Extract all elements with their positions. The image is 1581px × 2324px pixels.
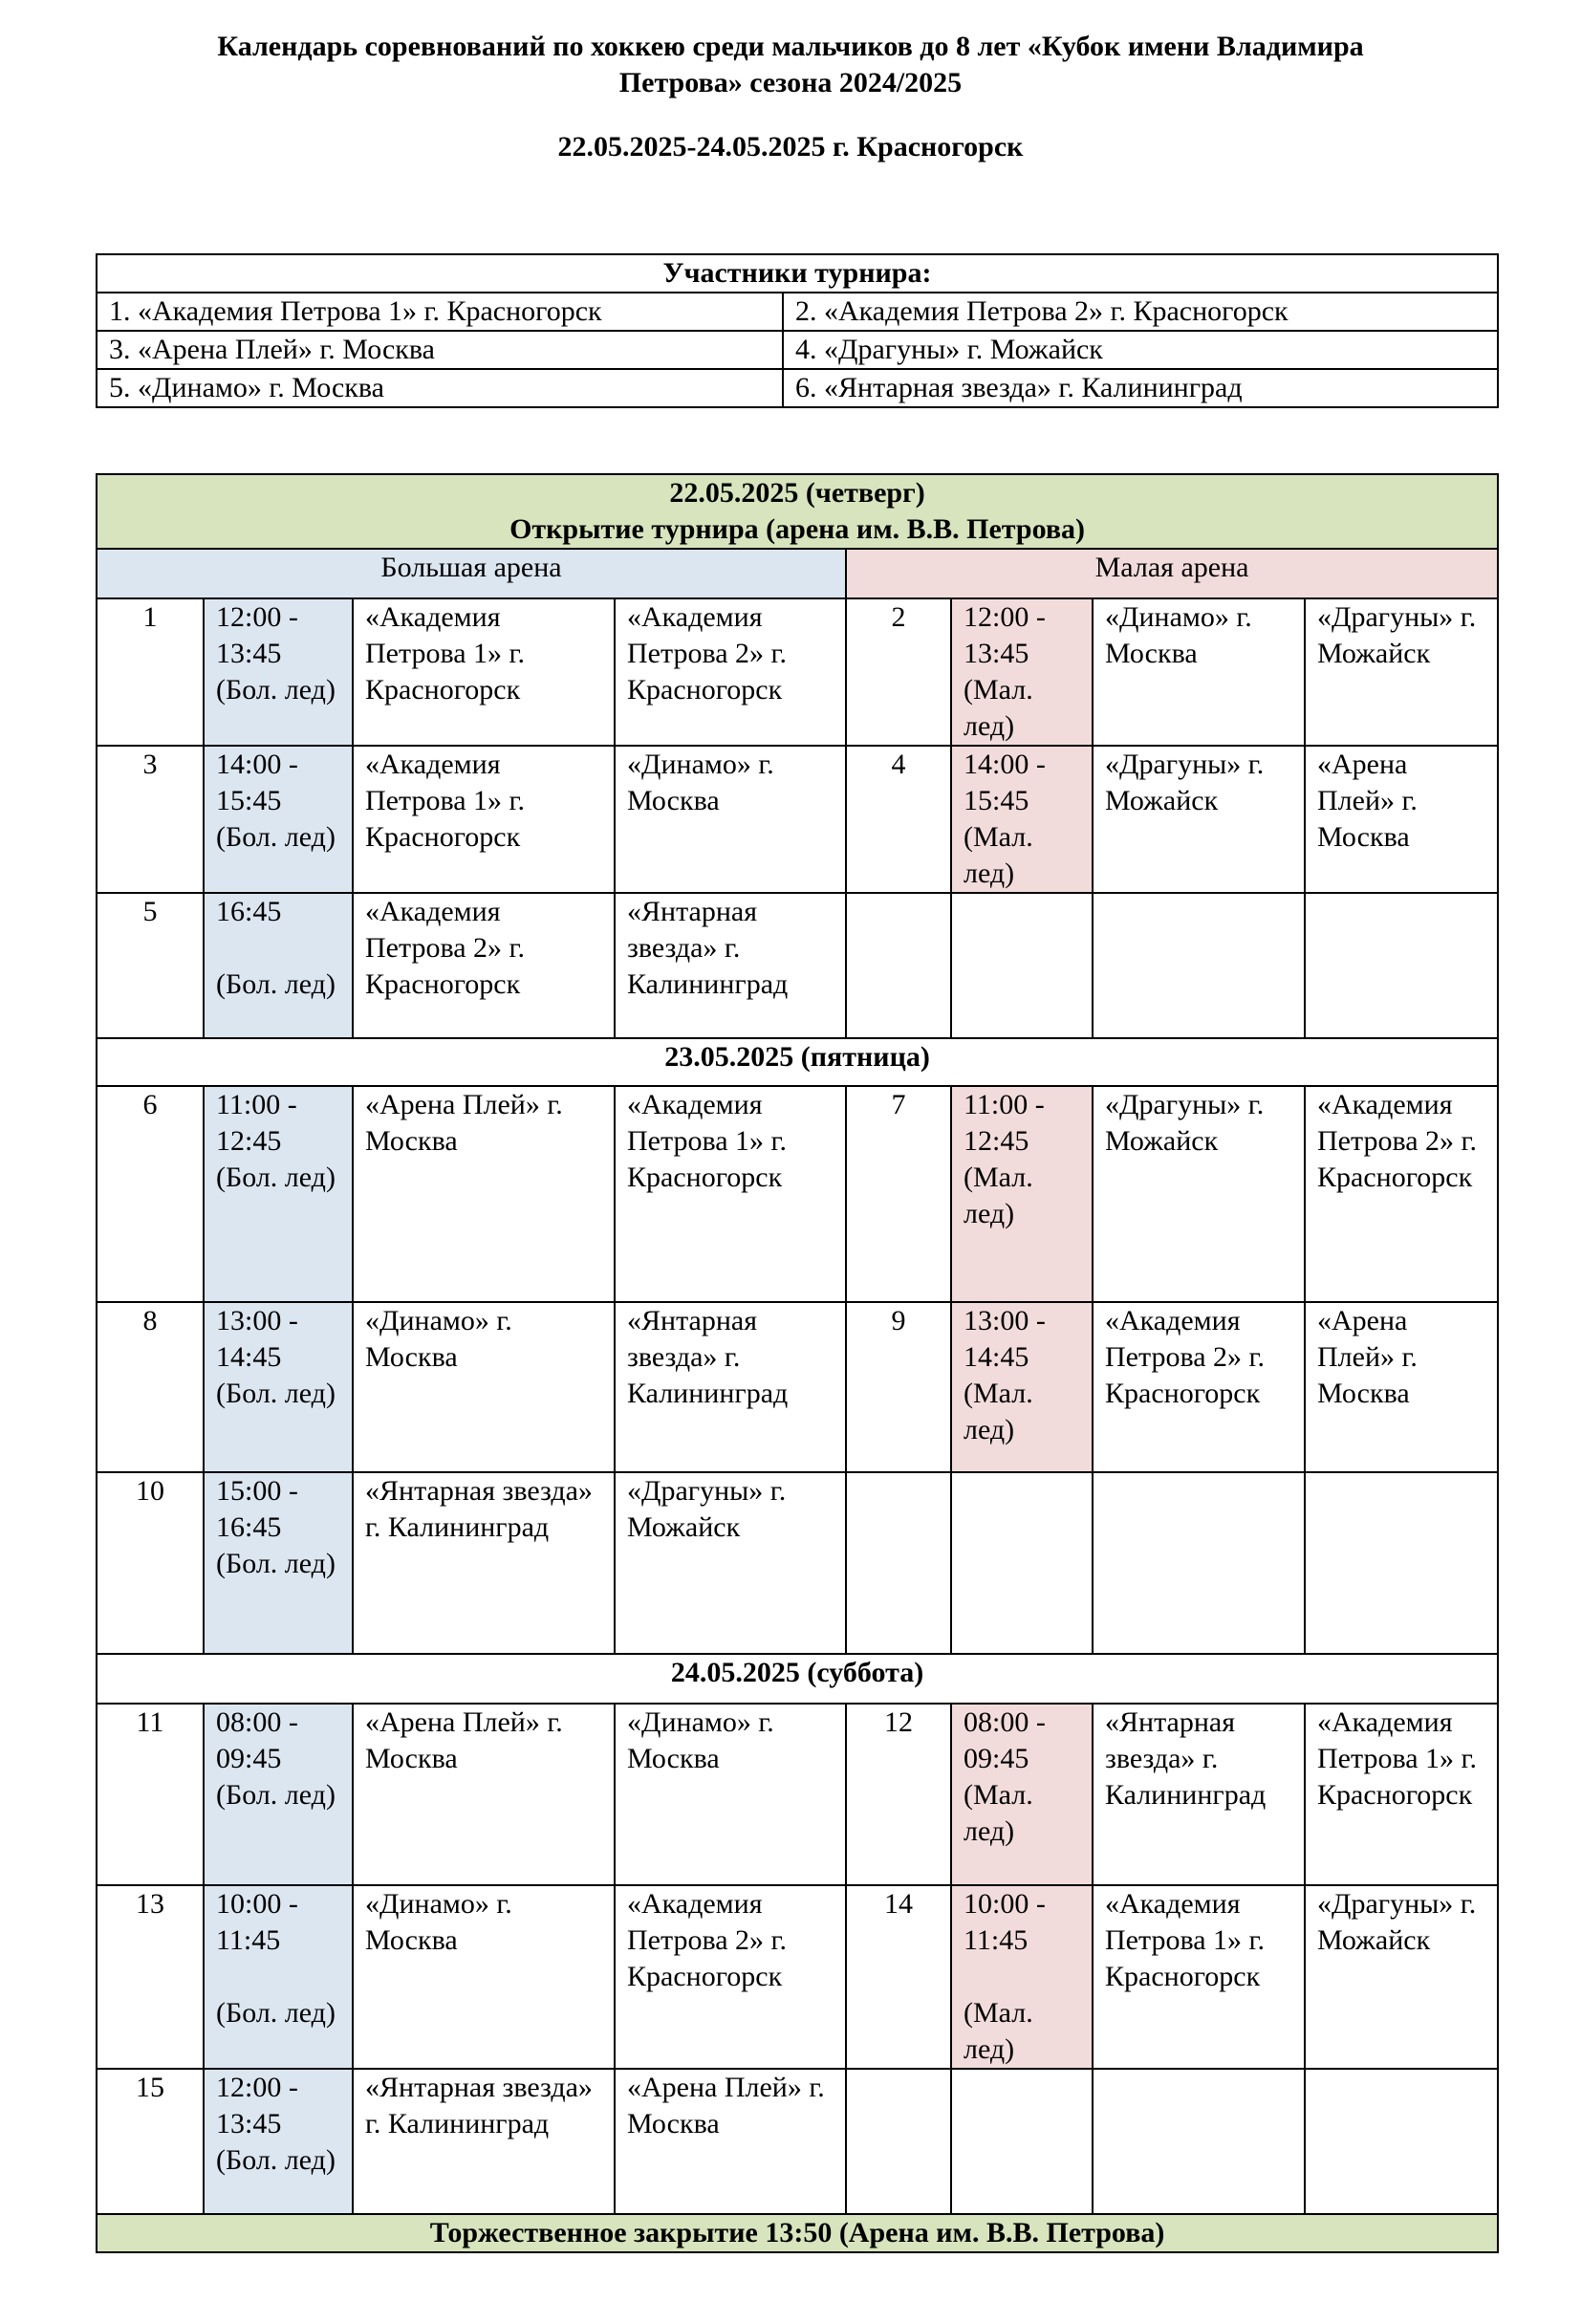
away-team: «Арена Плей» г. Москва (615, 2069, 846, 2214)
table-row (97, 1086, 1498, 1302)
game-time: 11:00 - 12:45 (Мал. лед) (951, 1086, 1093, 1302)
game-number: 4 (846, 746, 951, 893)
game-time: 15:00 - 16:45 (Бол. лед) (204, 1472, 353, 1654)
away-team: «Драгуны» г. Можайск (1305, 1885, 1498, 2069)
opening-title: Открытие турнира (арена им. В.В. Петрова) (509, 513, 1086, 545)
game-number: 10 (97, 1472, 204, 1654)
home-team: «Драгуны» г. Можайск (1093, 746, 1305, 893)
game-number: 2 (846, 598, 951, 746)
home-team: «Академия Петрова 2» г. Красногорск (1093, 1302, 1305, 1472)
game-number: 14 (846, 1885, 951, 2069)
participant-6: 6. «Янтарная звезда» г. Калининград (783, 369, 1498, 407)
game-time: 12:00 - 13:45 (Бол. лед) (204, 598, 353, 746)
game-time: 08:00 - 09:45 (Мал. лед) (951, 1704, 1093, 1885)
game-time: 16:45 (Бол. лед) (204, 893, 353, 1038)
game-number: 13 (97, 1885, 204, 2069)
home-team: «Академия Петрова 1» г. Красногорск (1093, 1885, 1305, 2069)
game-number: 1 (97, 598, 204, 746)
home-team: «Драгуны» г. Можайск (1093, 1086, 1305, 1302)
away-team: «Янтарная звезда» г. Калининград (615, 893, 846, 1038)
title-line-2: Петрова» сезона 2024/2025 (618, 67, 963, 98)
day3-title: 24.05.2025 (суббота) (97, 1654, 1498, 1704)
document-title (0, 29, 1581, 101)
away-team: «Динамо» г. Москва (615, 746, 846, 893)
participant-5: 5. «Динамо» г. Москва (97, 369, 783, 407)
home-team: «Янтарная звезда» г. Калининград (353, 2069, 615, 2214)
day1-title: 22.05.2025 (четверг) (669, 477, 925, 509)
away-team: «Академия Петрова 2» г. Красногорск (615, 598, 846, 746)
game-time: 13:00 - 14:45 (Бол. лед) (204, 1302, 353, 1472)
game-time: 12:00 - 13:45 (Мал. лед) (951, 598, 1093, 746)
away-team: «Драгуны» г. Можайск (615, 1472, 846, 1654)
game-time: 14:00 - 15:45 (Мал. лед) (951, 746, 1093, 893)
home-team: «Динамо» г. Москва (1093, 598, 1305, 746)
participant-2: 2. «Академия Петрова 2» г. Красногорск (783, 293, 1498, 331)
away-team: «Янтарная звезда» г. Калининград (615, 1302, 846, 1472)
home-team: «Янтарная звезда» г. Калининград (353, 1472, 615, 1654)
day2-title: 23.05.2025 (пятница) (97, 1038, 1498, 1086)
home-team: «Янтарная звезда» г. Калининград (1093, 1704, 1305, 1885)
game-number: 3 (97, 746, 204, 893)
participants-heading: Участники турнира: (97, 254, 1498, 293)
away-team: «Арена Плей» г. Москва (1305, 746, 1498, 893)
table-row (97, 598, 1498, 746)
game-time: 10:00 - 11:45 (Бол. лед) (204, 1885, 353, 2069)
game-number: 6 (97, 1086, 204, 1302)
big-arena-header: Большая арена (97, 549, 846, 598)
away-team: «Арена Плей» г. Москва (1305, 1302, 1498, 1472)
game-time: 08:00 - 09:45 (Бол. лед) (204, 1704, 353, 1885)
game-number: 15 (97, 2069, 204, 2214)
game-time: 10:00 - 11:45 (Мал. лед) (951, 1885, 1093, 2069)
schedule-table (96, 473, 1499, 2253)
game-number: 7 (846, 1086, 951, 1302)
away-team: «Динамо» г. Москва (615, 1704, 846, 1885)
home-team: «Арена Плей» г. Москва (353, 1704, 615, 1885)
title-line-1: Календарь соревнований по хоккею среди мальчиков до 8 лет «Кубок имени Владимира (217, 31, 1364, 62)
away-team: «Драгуны» г. Можайск (1305, 598, 1498, 746)
participant-3: 3. «Арена Плей» г. Москва (97, 331, 783, 369)
table-row (97, 1302, 1498, 1472)
table-row (97, 1472, 1498, 1654)
home-team: «Динамо» г. Москва (353, 1302, 615, 1472)
away-team: «Академия Петрова 1» г. Красногорск (1305, 1704, 1498, 1885)
home-team: «Динамо» г. Москва (353, 1885, 615, 2069)
away-team: «Академия Петрова 1» г. Красногорск (615, 1086, 846, 1302)
dates-place: 22.05.2025-24.05.2025 г. Красногорск (557, 131, 1024, 163)
table-row (97, 893, 1498, 1038)
game-number: 5 (97, 893, 204, 1038)
game-time: 12:00 - 13:45 (Бол. лед) (204, 2069, 353, 2214)
away-team: «Академия Петрова 2» г. Красногорск (615, 1885, 846, 2069)
game-time: 13:00 - 14:45 (Мал. лед) (951, 1302, 1093, 1472)
home-team: «Академия Петрова 2» г. Красногорск (353, 893, 615, 1038)
home-team: «Академия Петрова 1» г. Красногорск (353, 746, 615, 893)
day1-header (97, 474, 1498, 549)
participant-4: 4. «Драгуны» г. Можайск (783, 331, 1498, 369)
table-row (97, 1885, 1498, 2069)
game-time: 11:00 - 12:45 (Бол. лед) (204, 1086, 353, 1302)
game-number: 12 (846, 1704, 951, 1885)
table-row (97, 746, 1498, 893)
away-team: «Академия Петрова 2» г. Красногорск (1305, 1086, 1498, 1302)
table-row (97, 2069, 1498, 2214)
table-row (97, 1704, 1498, 1885)
closing-ceremony: Торжественное закрытие 13:50 (Арена им. В.В. Петрова) (97, 2214, 1498, 2252)
participants-table (96, 253, 1499, 408)
game-number: 11 (97, 1704, 204, 1885)
small-arena-header: Малая арена (846, 549, 1498, 598)
game-time: 14:00 - 15:45 (Бол. лед) (204, 746, 353, 893)
game-number: 8 (97, 1302, 204, 1472)
home-team: «Академия Петрова 1» г. Красногорск (353, 598, 615, 746)
participant-1: 1. «Академия Петрова 1» г. Красногорск (97, 293, 783, 331)
game-number: 9 (846, 1302, 951, 1472)
home-team: «Арена Плей» г. Москва (353, 1086, 615, 1302)
